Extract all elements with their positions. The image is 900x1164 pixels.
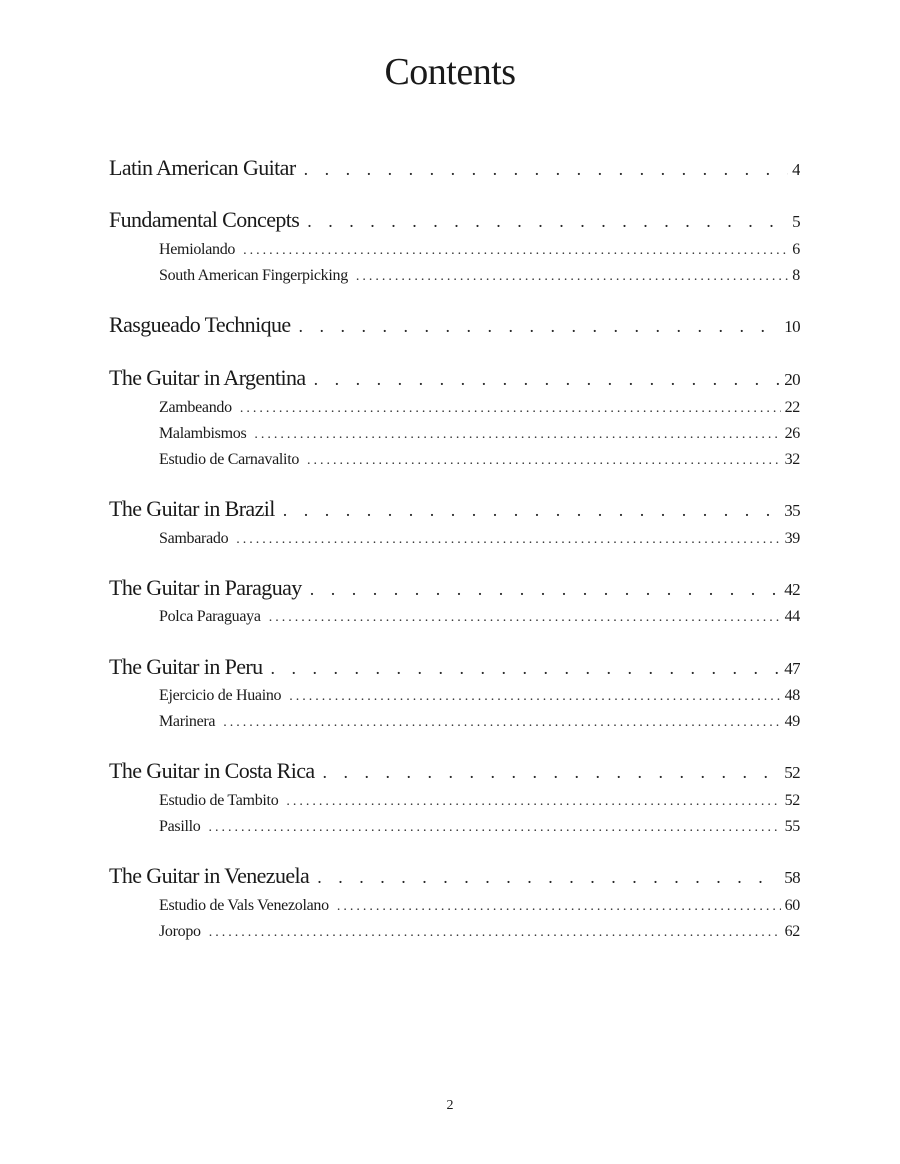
dot-leader [240, 401, 781, 417]
toc-entry-title: The Guitar in Venezuela [109, 863, 310, 888]
toc-entry-title: South American Fingerpicking [159, 267, 348, 284]
dot-leader [314, 369, 781, 390]
toc-entry-title: Sambarado [159, 530, 229, 547]
toc-entry-title: Ejercicio de Huaino [159, 687, 282, 704]
toc-entry-page: 60 [784, 897, 800, 914]
toc-subentry[interactable] [159, 267, 800, 285]
dot-leader [317, 867, 780, 888]
dot-leader [286, 794, 780, 810]
toc-entry-page: 62 [784, 923, 800, 940]
toc-entry-title: The Guitar in Brazil [109, 496, 275, 521]
dot-leader [209, 925, 781, 941]
toc-subentry[interactable] [159, 399, 800, 417]
toc-entry[interactable] [109, 654, 800, 680]
toc-entry-title: Estudio de Tambito [159, 792, 279, 809]
toc-entry-page: 58 [784, 868, 800, 887]
toc-entry-title: Rasgueado Technique [109, 312, 291, 337]
toc-entry-title: The Guitar in Costa Rica [109, 758, 315, 783]
toc-entry-page: 42 [784, 580, 800, 599]
toc-entry-page: 35 [784, 501, 800, 520]
toc-entry-page: 47 [784, 659, 800, 678]
dot-leader [337, 899, 781, 915]
toc-subentry[interactable] [159, 897, 800, 915]
toc-entry-page: 26 [784, 425, 800, 442]
toc-entry[interactable] [109, 496, 800, 522]
toc-entry-page: 10 [784, 317, 800, 336]
toc-entry-page: 6 [792, 241, 800, 258]
dot-leader [271, 658, 781, 679]
toc-entry-title: Marinera [159, 713, 216, 730]
toc-entry[interactable] [109, 863, 800, 889]
toc-subentry[interactable] [159, 713, 800, 731]
toc-entry-page: 52 [784, 763, 800, 782]
toc-entry-title: Hemiolando [159, 241, 236, 258]
toc-entry-page: 4 [792, 160, 800, 179]
toc-subentry[interactable] [159, 530, 800, 548]
dot-leader [254, 427, 780, 443]
toc-entry-page: 48 [784, 687, 800, 704]
toc-entry-title: The Guitar in Argentina [109, 365, 306, 390]
toc-entry-title: The Guitar in Paraguay [109, 575, 302, 600]
toc-entry-page: 5 [792, 212, 800, 231]
dot-leader [223, 715, 780, 731]
toc-entry[interactable] [109, 758, 800, 784]
toc-entry[interactable] [109, 575, 800, 601]
dot-leader [323, 762, 781, 783]
toc-entry-title: Estudio de Carnavalito [159, 451, 300, 468]
dot-leader [307, 453, 781, 469]
toc-entry-title: Polca Paraguaya [159, 608, 261, 625]
toc-entry-page: 8 [792, 267, 800, 284]
toc-entry-title: Zambeando [159, 399, 232, 416]
toc-entry-title: Estudio de Vals Venezolano [159, 897, 329, 914]
toc-entry-page: 55 [784, 818, 800, 835]
toc-entry-title: The Guitar in Peru [109, 654, 263, 679]
toc-subentry[interactable] [159, 425, 800, 443]
toc-entry[interactable] [109, 207, 800, 233]
toc-subentry[interactable] [159, 608, 800, 626]
dot-leader [236, 532, 780, 548]
toc-entry[interactable] [109, 312, 800, 338]
toc-subentry[interactable] [159, 687, 800, 705]
dot-leader [304, 159, 789, 180]
toc-entry-title: Malambismos [159, 425, 247, 442]
toc-subentry[interactable] [159, 792, 800, 810]
dot-leader [283, 500, 780, 521]
dot-leader [356, 269, 788, 285]
toc-entry[interactable] [109, 365, 800, 391]
toc-entry-page: 39 [784, 530, 800, 547]
toc-entry-page: 49 [784, 713, 800, 730]
toc-entry[interactable] [109, 155, 800, 181]
toc-subentry[interactable] [159, 923, 800, 941]
toc-entry-page: 32 [784, 451, 800, 468]
toc-entry-page: 44 [784, 608, 800, 625]
toc-entry-title: Fundamental Concepts [109, 207, 300, 232]
toc-subentry[interactable] [159, 451, 800, 469]
toc-entry-title: Joropo [159, 923, 201, 940]
toc-entry-page: 52 [784, 792, 800, 809]
page-number: 2 [446, 1098, 454, 1113]
dot-leader [310, 579, 781, 600]
dot-leader [269, 610, 781, 626]
toc-entry-page: 22 [784, 399, 800, 416]
toc-entry-title: Latin American Guitar [109, 155, 296, 180]
page-title: Contents [384, 51, 516, 93]
toc-subentry[interactable] [159, 241, 800, 259]
dot-leader [299, 316, 781, 337]
toc-entry-title: Pasillo [159, 818, 201, 835]
dot-leader [307, 211, 788, 232]
toc-entry-page: 20 [784, 370, 800, 389]
toc-subentry[interactable] [159, 818, 800, 836]
dot-leader [289, 689, 780, 705]
dot-leader [208, 820, 780, 836]
dot-leader [243, 243, 788, 259]
